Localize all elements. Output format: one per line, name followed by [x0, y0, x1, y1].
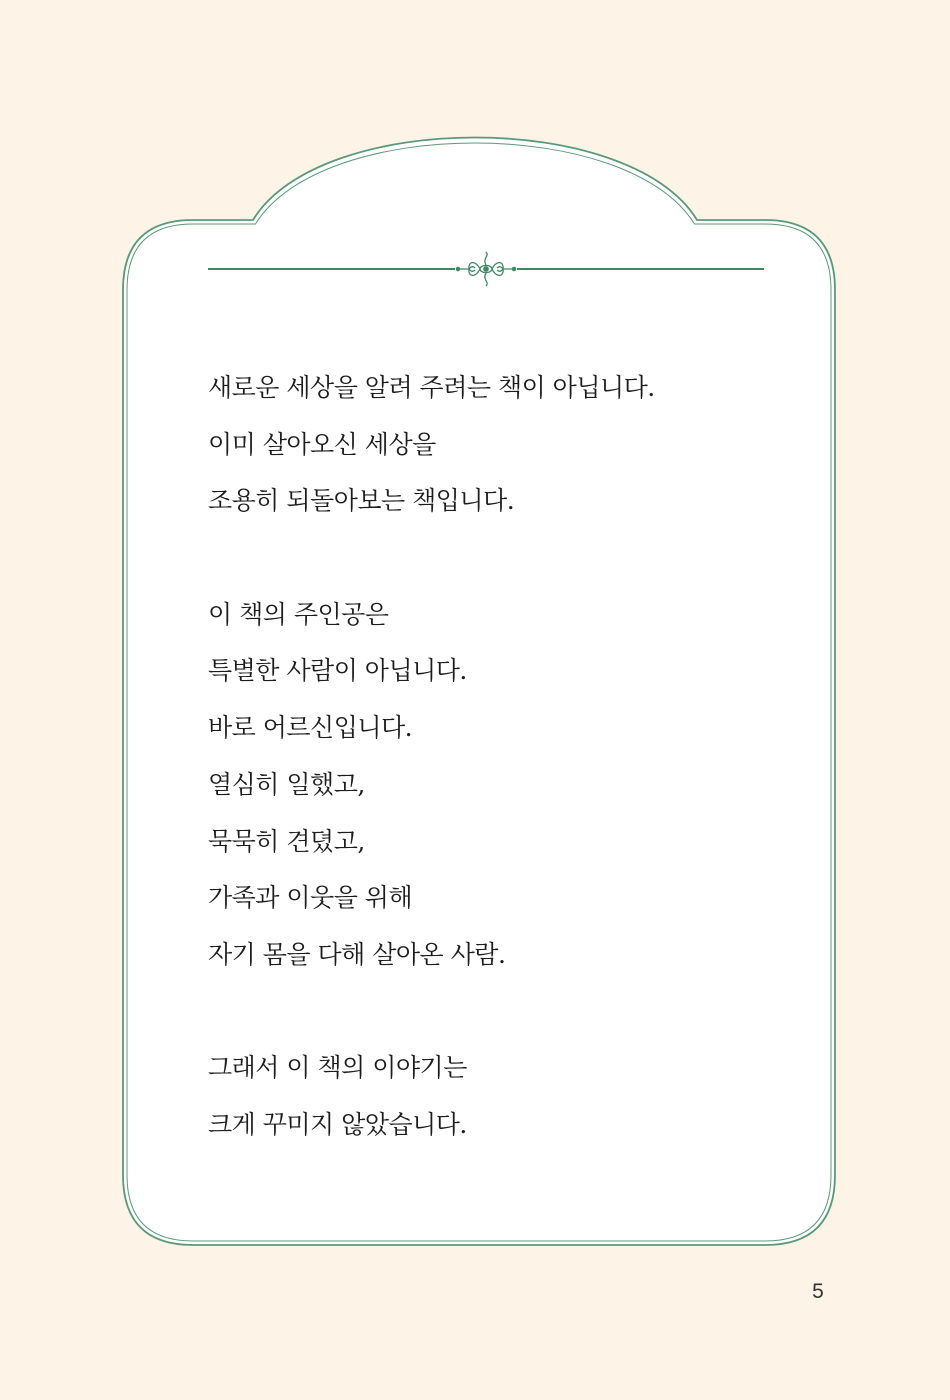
paragraph-1	[208, 360, 768, 530]
paragraph-2	[208, 587, 768, 984]
text-line: 가족과 이웃을 위해	[208, 883, 413, 913]
text-line: 조용히 되돌아보는 책입니다.	[208, 486, 515, 516]
paragraph-3	[208, 1040, 768, 1153]
text-line: 열심히 일했고,	[208, 769, 365, 799]
text-line: 그래서 이 책의 이야기는	[208, 1053, 467, 1083]
paragraph-gap	[208, 984, 768, 1041]
text-line: 이 책의 주인공은	[208, 599, 389, 629]
text-line: 크게 꾸미지 않았습니다.	[208, 1109, 467, 1139]
text-line: 바로 어르신입니다.	[208, 713, 413, 743]
text-line: 새로운 세상을 알려 주려는 책이 아닙니다.	[208, 373, 655, 402]
paragraph-gap	[208, 530, 768, 587]
main-text	[208, 360, 768, 1154]
page-number: 5	[812, 1280, 824, 1303]
text-line: 특별한 사람이 아닙니다.	[208, 656, 467, 686]
text-line: 자기 몸을 다해 살아온 사람.	[208, 939, 506, 969]
text-line: 묵묵히 견뎠고,	[208, 826, 365, 856]
text-line: 이미 살아오신 세상을	[208, 429, 436, 459]
